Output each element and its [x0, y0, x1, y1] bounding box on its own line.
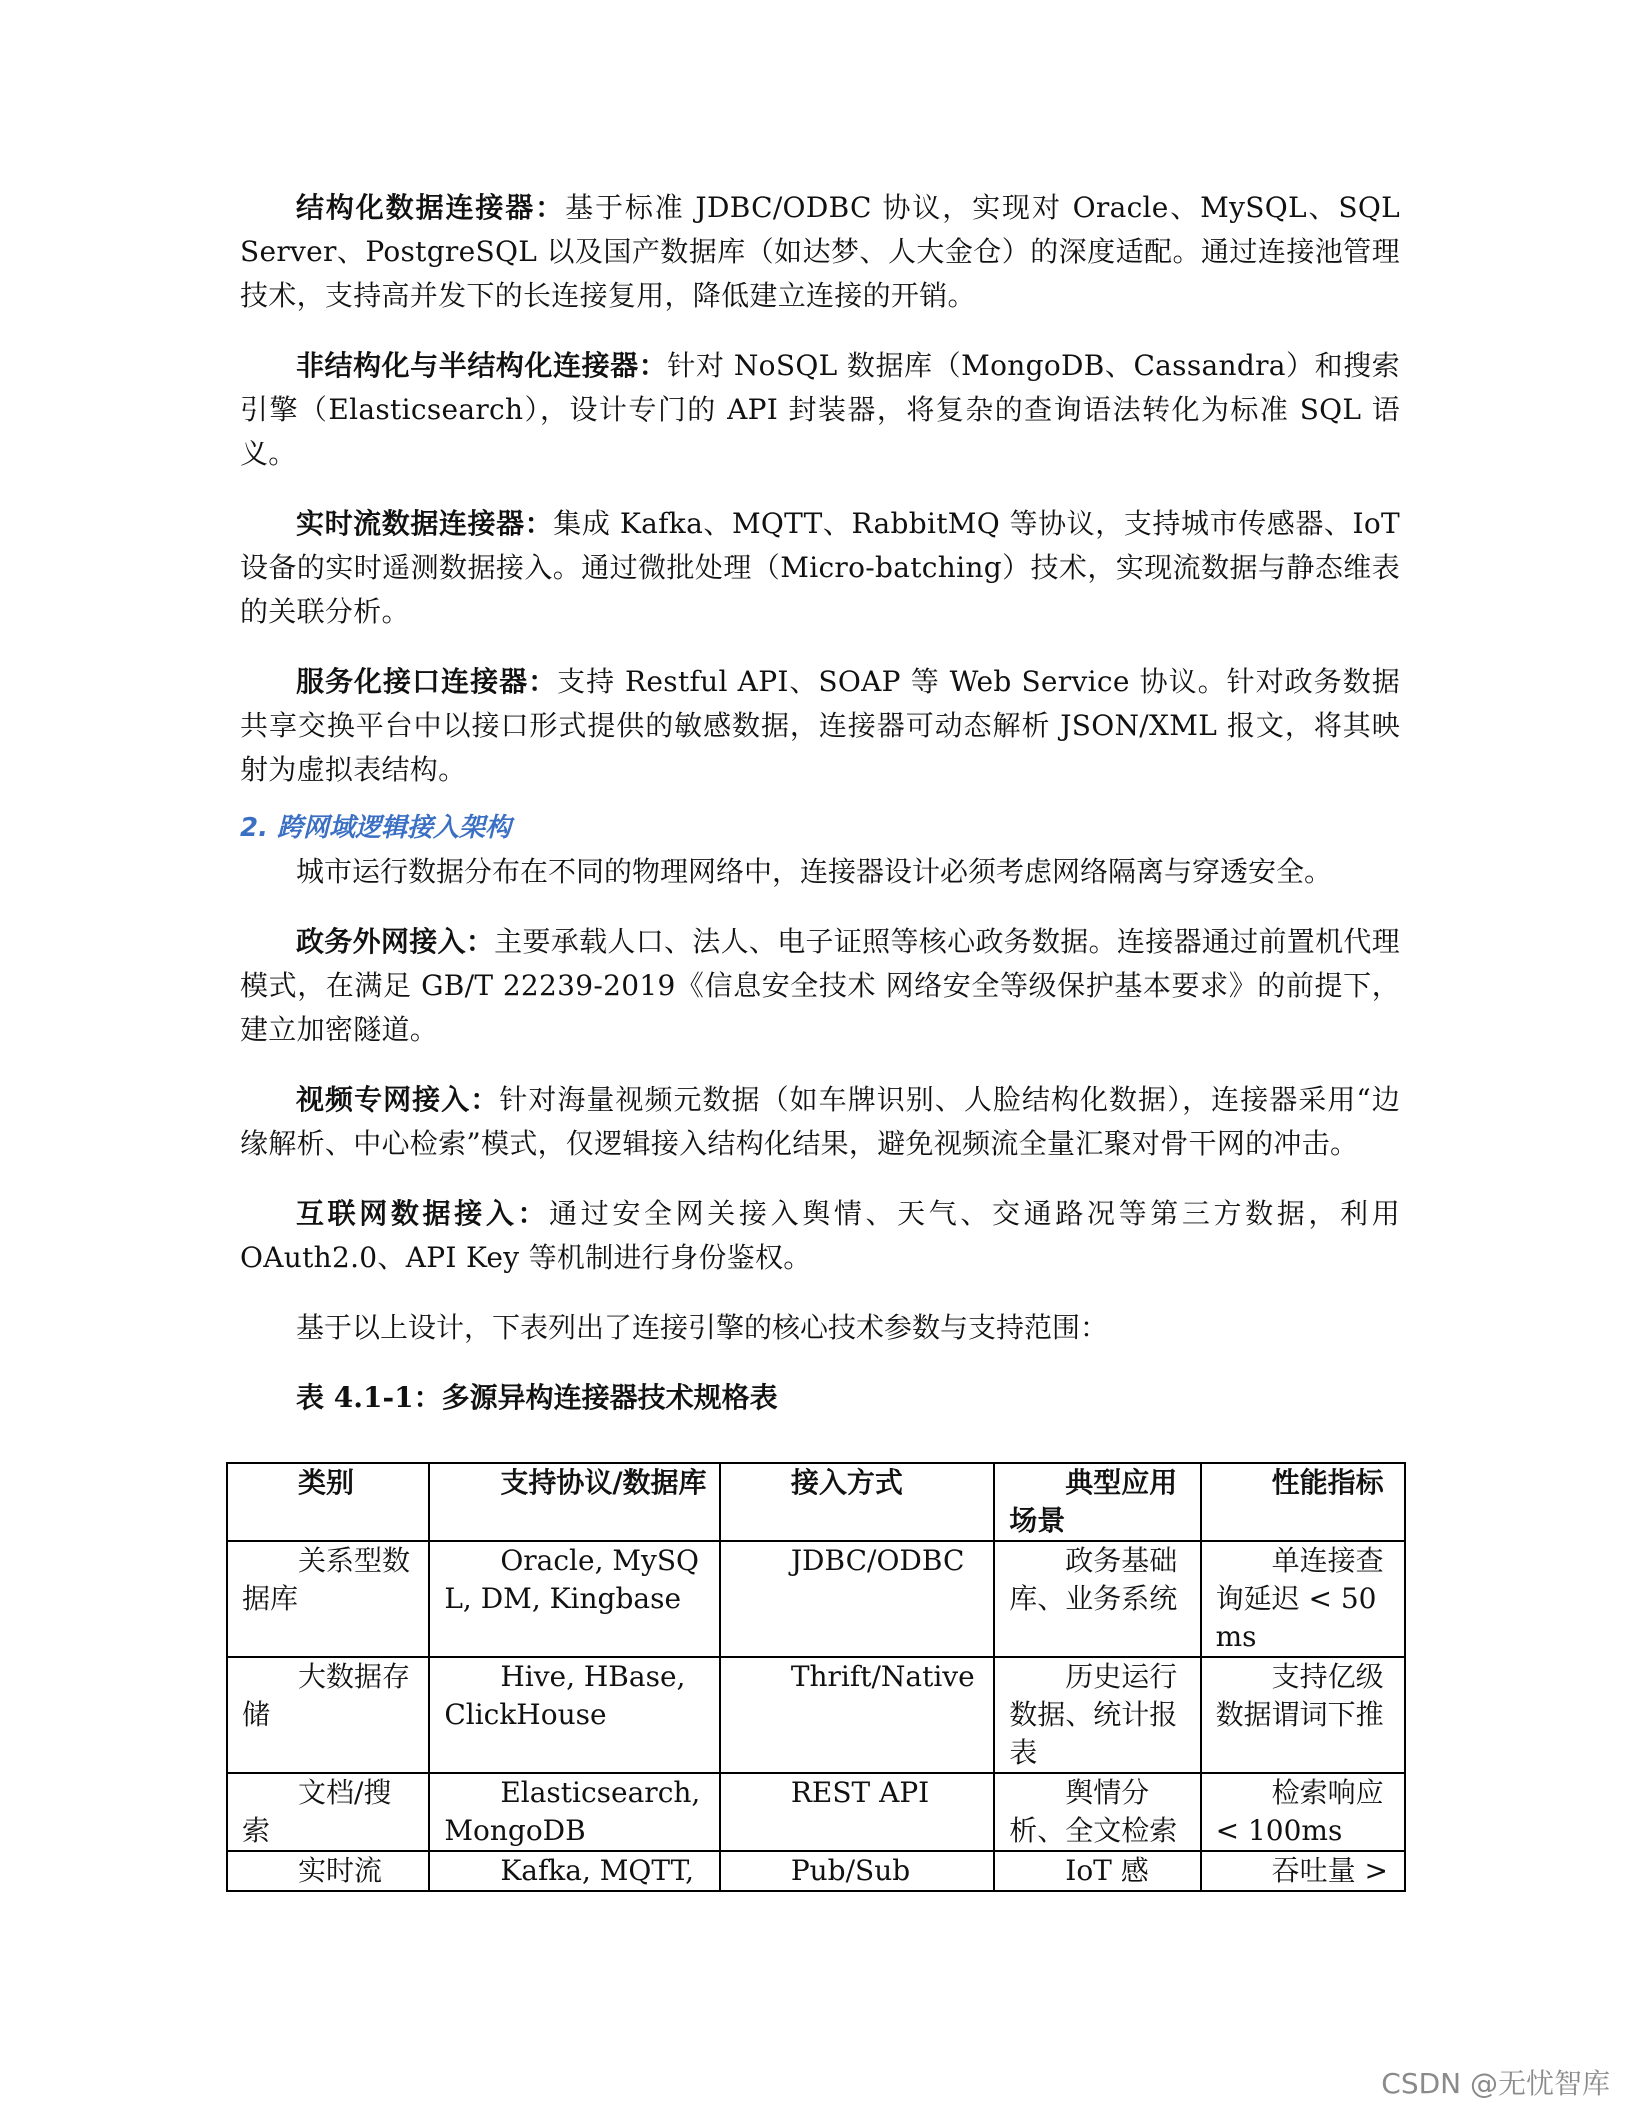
- table-row: [227, 1657, 1405, 1773]
- paragraph-text: 支持 Restful API、SOAP 等 Web Service 协议。针对政务数据共享交换平台中以接口形式提供的敏感数据，连接器可动态解析 JSON/XML 报文，将其映射为虚拟表结构。: [240, 665, 1401, 786]
- paragraph-text: 集成 Kafka、MQTT、RabbitMQ 等协议，支持城市传感器、IoT 设备的实时遥测数据接入。通过微批处理（Micro-batching）技术，实现流数据与静态维表的关联分析。: [240, 507, 1401, 628]
- table-cell: JDBC/ODBC: [720, 1541, 994, 1657]
- paragraph-text: 主要承载人口、法人、电子证照等核心政务数据。连接器通过前置机代理模式，在满足 GB/T 22239-2019《信息安全技术 网络安全等级保护基本要求》的前提下，建立加密隧道。: [240, 925, 1400, 1046]
- section-heading: 2. 跨网域逻辑接入架构: [240, 813, 512, 843]
- term-heading: 非结构化与半结构化连接器：: [296, 349, 668, 382]
- table-cell: REST API: [720, 1773, 994, 1851]
- term-heading: 实时流数据连接器：: [296, 507, 554, 540]
- document-body: [240, 186, 1400, 1448]
- spec-table: [226, 1462, 1406, 1892]
- term-heading: 政务外网接入：: [296, 925, 495, 958]
- table-cell: Hive, HBase, ClickHouse: [429, 1657, 719, 1773]
- table-row: [227, 1541, 1405, 1657]
- table-cell: 关系型数据库: [227, 1541, 429, 1657]
- table-cell: Kafka, MQTT,: [429, 1851, 719, 1891]
- table-header-cell: 类别: [227, 1463, 429, 1541]
- table-cell: 历史运行数据、统计报表: [994, 1657, 1200, 1773]
- table-header-row: [227, 1463, 1405, 1541]
- paragraph-gov-network: [240, 920, 1400, 1052]
- table-cell: 政务基础库、业务系统: [994, 1541, 1200, 1657]
- paragraph-internet-access: [240, 1192, 1400, 1280]
- paragraph-text: 针对 NoSQL 数据库（MongoDB、Cassandra）和搜索引擎（Elasticsearch），设计专门的 API 封装器，将复杂的查询语法转化为标准 SQL 语义。: [240, 349, 1400, 470]
- term-heading: 互联网数据接入：: [296, 1197, 550, 1230]
- table-header-cell: 性能指标: [1201, 1463, 1405, 1541]
- paragraph-structured-connector: [240, 186, 1400, 318]
- table-row: [227, 1773, 1405, 1851]
- paragraph-text: 针对海量视频元数据（如车牌识别、人脸结构化数据），连接器采用“边缘解析、中心检索”模式，仅逻辑接入结构化结果，避免视频流全量汇聚对骨干网的冲击。: [240, 1083, 1401, 1160]
- table-cell: Elasticsearch, MongoDB: [429, 1773, 719, 1851]
- paragraph-stream-connector: [240, 502, 1400, 634]
- table-header-cell: 支持协议/数据库: [429, 1463, 719, 1541]
- paragraph-video-network: [240, 1078, 1400, 1166]
- table-cell: 实时流: [227, 1851, 429, 1891]
- section-intro: 城市运行数据分布在不同的物理网络中，连接器设计必须考虑网络隔离与穿透安全。: [296, 855, 1333, 888]
- table-cell: 支持亿级数据谓词下推: [1201, 1657, 1405, 1773]
- table-cell: Thrift/Native: [720, 1657, 994, 1773]
- table-cell: Oracle, MySQL, DM, Kingbase: [429, 1541, 719, 1657]
- table-cell: 大数据存储: [227, 1657, 429, 1773]
- table-cell: 检索响应 < 100ms: [1201, 1773, 1405, 1851]
- paragraph-text: 通过安全网关接入舆情、天气、交通路况等第三方数据，利用 OAuth2.0、API Key 等机制进行身份鉴权。: [240, 1197, 1400, 1274]
- table-header-cell: 接入方式: [720, 1463, 994, 1541]
- table-cell: 舆情分析、全文检索: [994, 1773, 1200, 1851]
- table-cell: 单连接查询延迟 < 50ms: [1201, 1541, 1405, 1657]
- paragraph-unstructured-connector: [240, 344, 1400, 476]
- paragraph-service-connector: [240, 660, 1400, 792]
- table-cell: IoT 感: [994, 1851, 1200, 1891]
- paragraph-text: 基于标准 JDBC/ODBC 协议，实现对 Oracle、MySQL、SQL Server、PostgreSQL 以及国产数据库（如达梦、人大金仓）的深度适配。通过连接池管理技术，支持高并发下的长连接复用，降低建立连接的开销。: [240, 191, 1401, 312]
- table-intro: 基于以上设计，下表列出了连接引擎的核心技术参数与支持范围：: [296, 1311, 1109, 1344]
- table-header-cell: 典型应用场景: [994, 1463, 1200, 1541]
- table-cell: 文档/搜索: [227, 1773, 429, 1851]
- term-heading: 视频专网接入：: [296, 1083, 500, 1116]
- term-heading: 结构化数据连接器：: [296, 191, 566, 224]
- table-cell: 吞吐量 >: [1201, 1851, 1405, 1891]
- table-caption: 表 4.1-1：多源异构连接器技术规格表: [296, 1381, 778, 1414]
- table-cell: Pub/Sub: [720, 1851, 994, 1891]
- table-row: [227, 1851, 1405, 1891]
- term-heading: 服务化接口连接器：: [296, 665, 558, 698]
- watermark: CSDN @无忧智库: [1381, 2067, 1610, 2100]
